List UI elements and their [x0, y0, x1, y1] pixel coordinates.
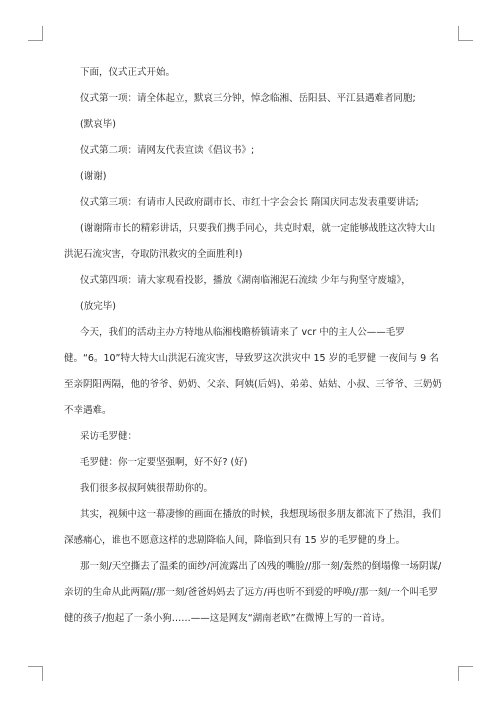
- paragraph-poem: 那一刻/天空撕去了温柔的面纱/河流露出了凶残的嘴脸//那一刻/轰然的倒塌像一场阴谋/亲切的生命从此两隔//那一刻/爸爸妈妈去了远方/再也听不到爱的呼唤//那一刻/一个叫毛罗健的孩子/抱起了一条小狗……——这是网友“湖南老欧”在微博上写的一首诗。: [64, 561, 442, 624]
- paragraph-note-1: (默哀毕): [80, 119, 116, 130]
- paragraph-note-3: (谢谢隋市长的精彩讲话，只要我们携手同心，共克时艰，就一定能够战胜这次特大山洪泥石流灾害，夺取防汛救灾的全面胜利!): [64, 223, 436, 260]
- paragraph-opening: 下面，仪式正式开始。: [80, 67, 176, 78]
- crop-mark-top-left: [28, 26, 43, 41]
- crop-mark-top-right: [458, 26, 473, 41]
- paragraph-help: 我们很多叔叔阿姨很帮助你的。: [80, 483, 214, 494]
- document-body: [64, 60, 444, 632]
- paragraph-item-1: 仪式第一项：请全体起立，默哀三分钟，悼念临湘、岳阳县、平江县遇难者同胞;: [80, 93, 416, 104]
- paragraph-item-3: 仪式第三项：有请市人民政府副市长、市红十字会会长 隋国庆同志发表重要讲话;: [80, 197, 419, 208]
- paragraph-note-2: (谢谢): [80, 171, 107, 182]
- paragraph-item-2: 仪式第二项：请网友代表宣读《倡议书》;: [80, 145, 255, 156]
- paragraph-item-4: 仪式第四项：请大家观看投影，播放《湖南临湘泥石流续 少年与狗坚守废墟》，: [80, 275, 411, 286]
- paragraph-quote: 毛罗健：你一定要坚强啊，好不好? (好): [80, 457, 248, 468]
- paragraph-reflection: 其实，视频中这一幕凄惨的画面在播放的时候，我想现场很多朋友都流下了热泪，我们深感痛心，谁也不愿意这样的悲剧降临人间，降临到只有 15 岁的毛罗健的身上。: [64, 509, 442, 546]
- crop-mark-bottom-right: [458, 666, 473, 681]
- crop-mark-bottom-left: [28, 666, 43, 681]
- paragraph-today: 今天，我们的活动主办方特地从临湘栈瞻桥镇请来了 vcr 中的主人公——毛罗健。“6。10”特大特大山洪泥石流灾害，导致罗这次洪灾中 15 岁的毛罗健 一夜间与 9 名至亲阴阳两隔，他的爷爷、奶奶、父亲、阿姨(后妈)、弟弟、姑姑、小叔、三爷爷、三奶奶不幸遇难。: [64, 327, 442, 416]
- paragraph-interview: 采访毛罗健：: [80, 431, 138, 442]
- paragraph-note-4: (放完毕): [80, 301, 116, 312]
